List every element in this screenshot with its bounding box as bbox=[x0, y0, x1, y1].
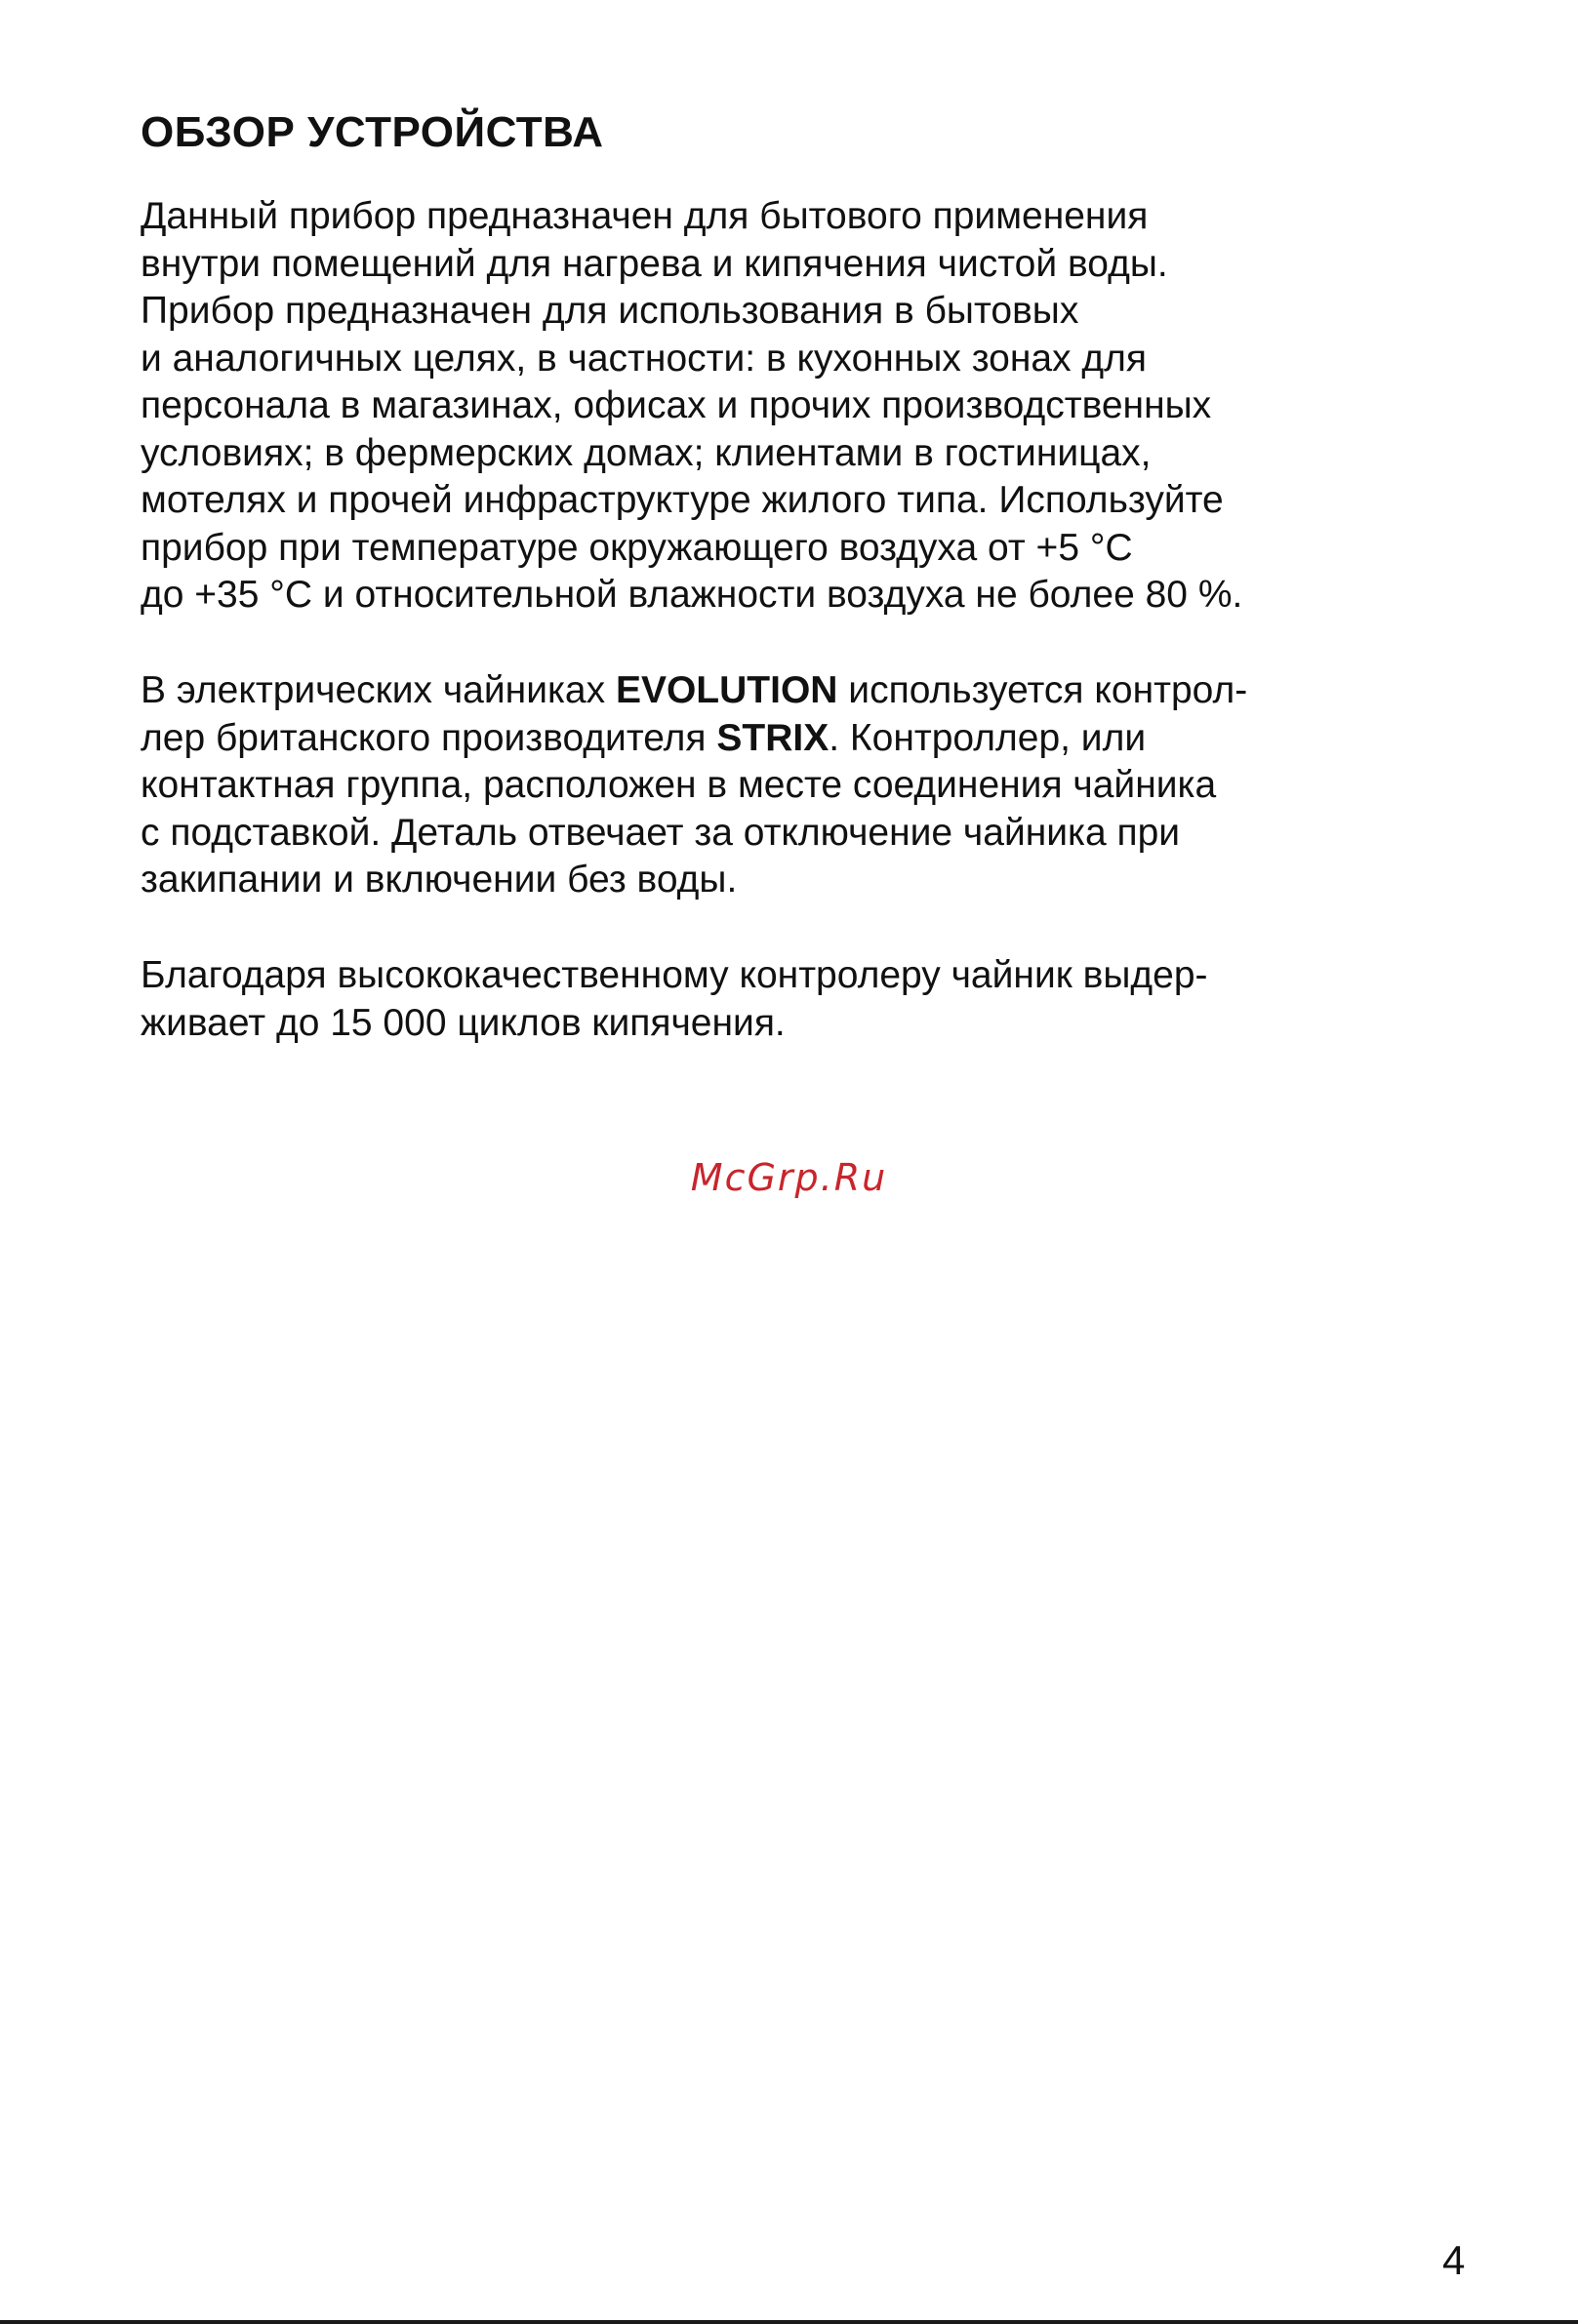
bottom-rule bbox=[0, 2320, 1578, 2324]
text-line: Благодаря высококачественному контролеру чайник выдер- bbox=[141, 954, 1208, 996]
text-line: внутри помещений для нагрева и кипячения чистой воды. bbox=[141, 242, 1168, 285]
paragraph-purpose bbox=[141, 193, 1468, 620]
paragraph-controller bbox=[141, 667, 1468, 904]
section-heading: ОБЗОР УСТРОЙСТВА bbox=[141, 108, 604, 156]
text-line: прибор при температуре окружающего воздуха от +5 °C bbox=[141, 526, 1133, 569]
text-line bbox=[141, 667, 1468, 715]
text-line: Прибор предназначен для использования в бытовых bbox=[141, 290, 1079, 332]
paragraph-durability bbox=[141, 952, 1468, 1047]
text-line: мотелях и прочей инфраструктуре жилого типа. Используйте bbox=[141, 479, 1224, 521]
text-line: условиях; в фермерских домах; клиентами в гостиницах, bbox=[141, 431, 1152, 474]
brand-name-evolution: EVOLUTION bbox=[615, 669, 838, 711]
text-run: . Контроллер, или bbox=[829, 716, 1147, 759]
watermark: McGrp.Ru bbox=[690, 1156, 888, 1199]
text-line: закипании и включении без воды. bbox=[141, 859, 738, 901]
text-line: с подставкой. Деталь отвечает за отключение чайника при bbox=[141, 811, 1181, 854]
text-run: лер британского производителя bbox=[141, 716, 717, 759]
text-line: живает до 15 000 циклов кипячения. bbox=[141, 1001, 786, 1044]
text-line: контактная группа, расположен в месте соединения чайника bbox=[141, 764, 1217, 806]
text-line: Данный прибор предназначен для бытового применения bbox=[141, 195, 1149, 237]
text-run: В электрических чайниках bbox=[141, 669, 616, 711]
text-line: персонала в магазинах, офисах и прочих производственных bbox=[141, 384, 1212, 426]
text-line: до +35 °C и относительной влажности воздуха не более 80 %. bbox=[141, 574, 1243, 616]
text-line: и аналогичных целях, в частности: в кухонных зонах для bbox=[141, 337, 1148, 380]
text-line bbox=[141, 715, 1468, 763]
page-number: 4 bbox=[1442, 2237, 1466, 2283]
brand-name-strix: STRIX bbox=[716, 716, 829, 759]
text-run: используется контрол- bbox=[837, 669, 1248, 711]
